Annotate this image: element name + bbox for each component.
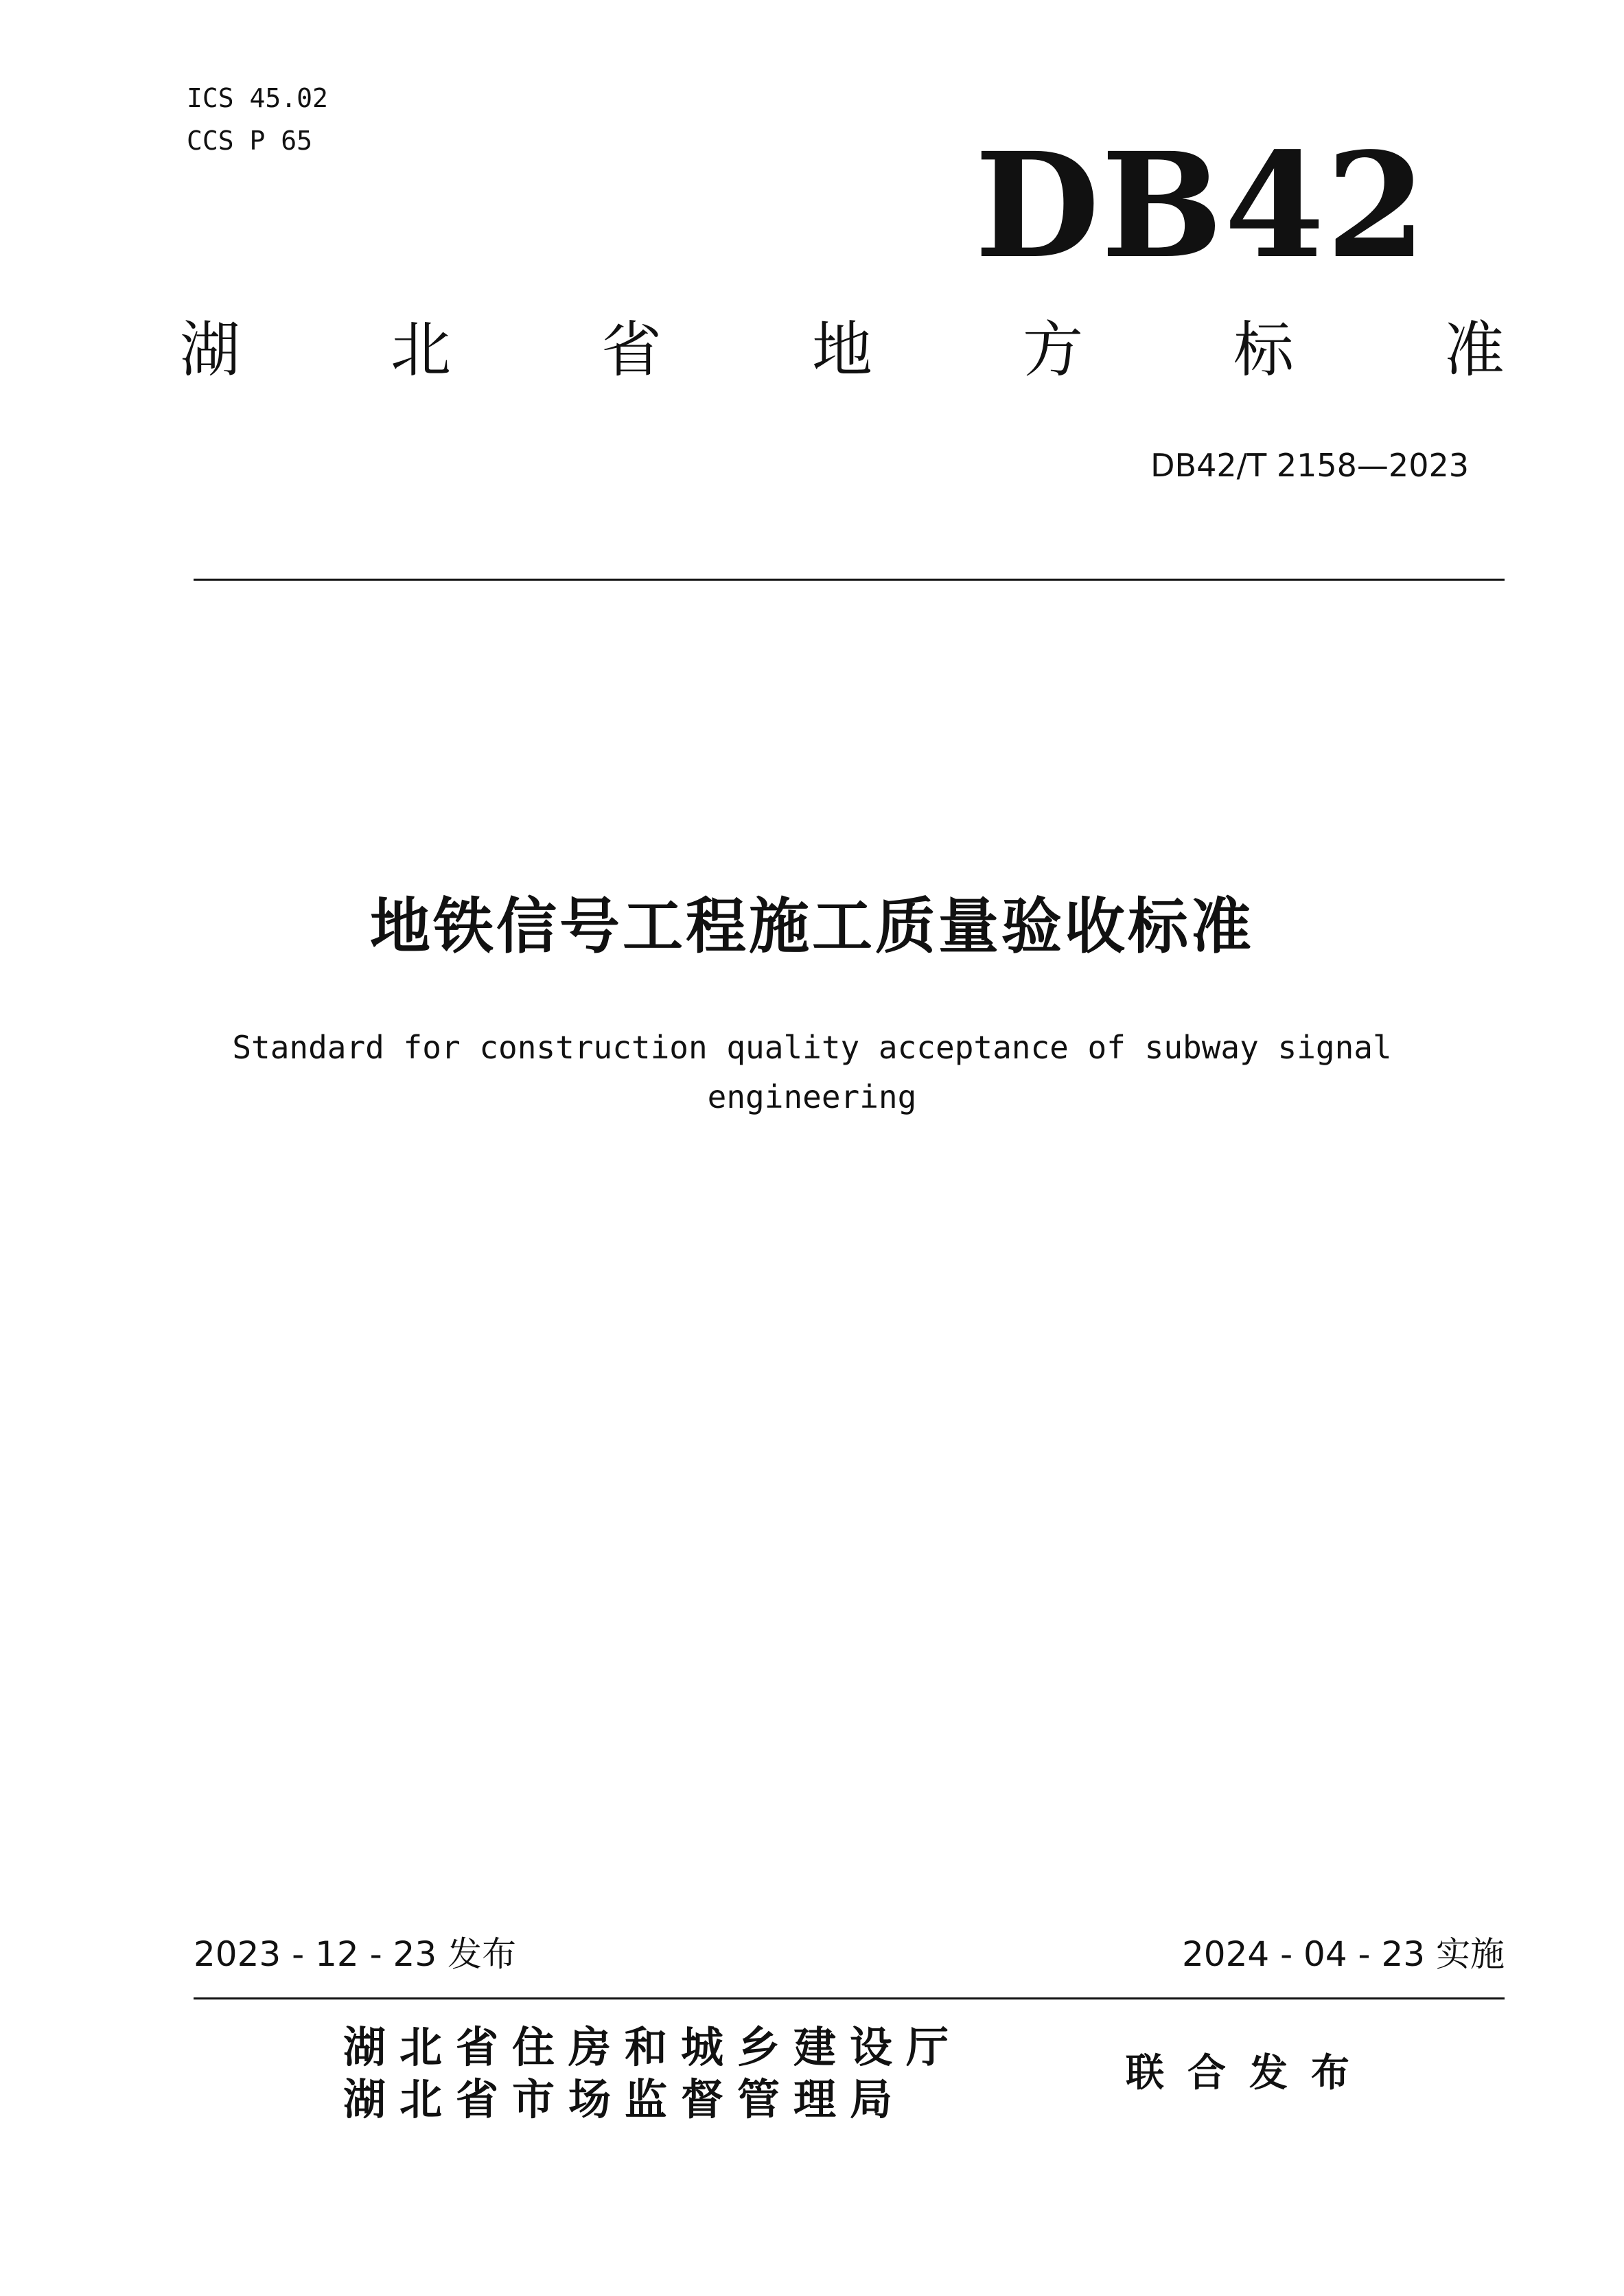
publisher-housing-dept: 湖北省住房和城乡建设厅 <box>343 2022 963 2072</box>
implementation-date: 2024 - 04 - 23 实施 <box>1181 1934 1505 1974</box>
issue-date: 2023 - 12 - 23 发布 <box>194 1934 517 1974</box>
heading-char: 北 <box>390 314 451 385</box>
heading-char: 准 <box>1443 314 1505 385</box>
publisher-market-bureau: 湖北省市场监督管理局 <box>343 2074 907 2124</box>
ics-code: ICS 45.02 <box>187 83 328 113</box>
joint-release-label: 联合发布 <box>1126 2051 1373 2096</box>
bottom-divider <box>194 1997 1505 1999</box>
title-english: Standard for construction quality acceptance of subway signal engineering <box>232 1029 1392 1115</box>
heading-char: 湖 <box>180 314 241 385</box>
top-divider <box>194 579 1505 581</box>
heading-char: 地 <box>811 314 872 385</box>
publishers <box>343 2021 962 2126</box>
heading-char: 方 <box>1022 314 1083 385</box>
standard-number: DB42/T 2158—2023 <box>1150 447 1469 484</box>
heading-char: 标 <box>1233 314 1294 385</box>
provincial-standard-heading <box>180 312 1505 388</box>
heading-char: 省 <box>601 314 662 385</box>
ccs-code: CCS P 65 <box>187 126 313 156</box>
title-chinese: 地铁信号工程施工质量验收标准 <box>369 891 1254 962</box>
db42-logo: DB42 <box>975 121 1428 290</box>
